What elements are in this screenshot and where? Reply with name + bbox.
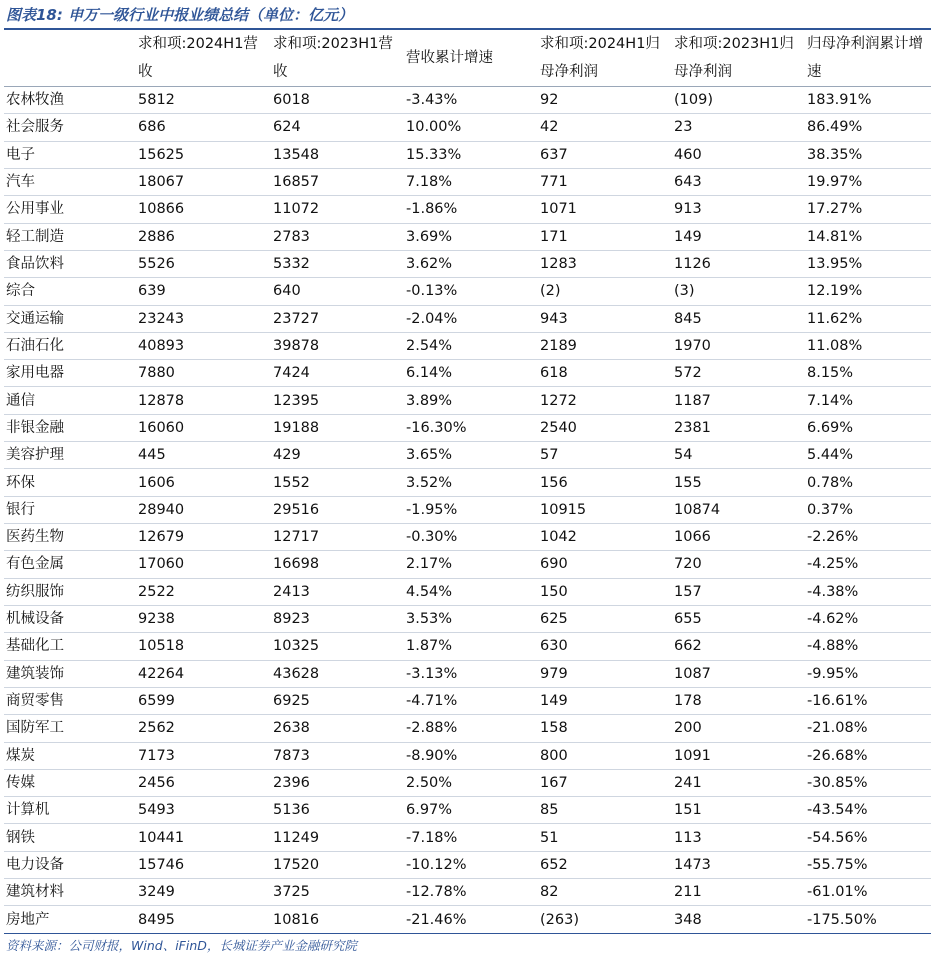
- value-cell: 12878: [133, 387, 268, 414]
- value-cell: 3.69%: [401, 223, 535, 250]
- value-cell: -55.75%: [802, 851, 931, 878]
- column-header: 求和项:2023H1营收: [268, 30, 401, 87]
- value-cell: (3): [669, 278, 802, 305]
- column-header: 求和项:2024H1归母净利润: [535, 30, 669, 87]
- value-cell: 156: [535, 469, 669, 496]
- value-cell: 85: [535, 797, 669, 824]
- value-cell: 2783: [268, 223, 401, 250]
- value-cell: (2): [535, 278, 669, 305]
- industry-name-cell: 建筑材料: [4, 879, 133, 906]
- table-row: [4, 114, 931, 141]
- value-cell: 10441: [133, 824, 268, 851]
- industry-name-cell: 非银金融: [4, 414, 133, 441]
- value-cell: 652: [535, 851, 669, 878]
- industry-name-cell: 建筑装饰: [4, 660, 133, 687]
- value-cell: 1272: [535, 387, 669, 414]
- value-cell: 11.08%: [802, 332, 931, 359]
- value-cell: 3.52%: [401, 469, 535, 496]
- value-cell: 3.62%: [401, 250, 535, 277]
- value-cell: 2396: [268, 769, 401, 796]
- value-cell: 11249: [268, 824, 401, 851]
- value-cell: 7880: [133, 360, 268, 387]
- value-cell: 19.97%: [802, 168, 931, 195]
- value-cell: 29516: [268, 496, 401, 523]
- industry-name-cell: 有色金属: [4, 551, 133, 578]
- value-cell: 5.44%: [802, 442, 931, 469]
- industry-earnings-table: [4, 30, 931, 934]
- value-cell: 23243: [133, 305, 268, 332]
- industry-name-cell: 汽车: [4, 168, 133, 195]
- value-cell: 5332: [268, 250, 401, 277]
- value-cell: -4.88%: [802, 633, 931, 660]
- value-cell: 5136: [268, 797, 401, 824]
- value-cell: 1606: [133, 469, 268, 496]
- value-cell: 2562: [133, 715, 268, 742]
- value-cell: 913: [669, 196, 802, 223]
- value-cell: 241: [669, 769, 802, 796]
- value-cell: 640: [268, 278, 401, 305]
- value-cell: 200: [669, 715, 802, 742]
- value-cell: 19188: [268, 414, 401, 441]
- value-cell: 6925: [268, 687, 401, 714]
- table-row: [4, 387, 931, 414]
- value-cell: 42: [535, 114, 669, 141]
- industry-name-cell: 机械设备: [4, 605, 133, 632]
- value-cell: -1.95%: [401, 496, 535, 523]
- value-cell: -12.78%: [401, 879, 535, 906]
- value-cell: 1187: [669, 387, 802, 414]
- industry-name-cell: 交通运输: [4, 305, 133, 332]
- value-cell: 150: [535, 578, 669, 605]
- header-row: [4, 30, 931, 87]
- value-cell: 655: [669, 605, 802, 632]
- value-cell: 183.91%: [802, 87, 931, 114]
- value-cell: -4.71%: [401, 687, 535, 714]
- table-row: [4, 250, 931, 277]
- value-cell: 1283: [535, 250, 669, 277]
- value-cell: -9.95%: [802, 660, 931, 687]
- value-cell: 10915: [535, 496, 669, 523]
- industry-name-cell: 家用电器: [4, 360, 133, 387]
- value-cell: -175.50%: [802, 906, 931, 933]
- industry-name-cell: 轻工制造: [4, 223, 133, 250]
- table-row: [4, 824, 931, 851]
- table-row: [4, 605, 931, 632]
- industry-name-cell: 食品饮料: [4, 250, 133, 277]
- value-cell: 429: [268, 442, 401, 469]
- value-cell: 82: [535, 879, 669, 906]
- table-row: [4, 305, 931, 332]
- column-header: [4, 30, 133, 87]
- value-cell: 149: [669, 223, 802, 250]
- value-cell: 7.14%: [802, 387, 931, 414]
- value-cell: 16060: [133, 414, 268, 441]
- value-cell: 158: [535, 715, 669, 742]
- value-cell: 151: [669, 797, 802, 824]
- value-cell: 11072: [268, 196, 401, 223]
- industry-name-cell: 煤炭: [4, 742, 133, 769]
- value-cell: 3725: [268, 879, 401, 906]
- value-cell: -2.26%: [802, 524, 931, 551]
- value-cell: 690: [535, 551, 669, 578]
- value-cell: 1066: [669, 524, 802, 551]
- value-cell: 1071: [535, 196, 669, 223]
- value-cell: 211: [669, 879, 802, 906]
- value-cell: -4.38%: [802, 578, 931, 605]
- value-cell: 149: [535, 687, 669, 714]
- value-cell: 113: [669, 824, 802, 851]
- industry-name-cell: 石油石化: [4, 332, 133, 359]
- value-cell: 2540: [535, 414, 669, 441]
- value-cell: 39878: [268, 332, 401, 359]
- value-cell: 23727: [268, 305, 401, 332]
- value-cell: 57: [535, 442, 669, 469]
- table-row: [4, 687, 931, 714]
- table-row: [4, 660, 931, 687]
- value-cell: 8923: [268, 605, 401, 632]
- value-cell: (109): [669, 87, 802, 114]
- table-row: [4, 469, 931, 496]
- value-cell: 178: [669, 687, 802, 714]
- value-cell: 800: [535, 742, 669, 769]
- value-cell: 7173: [133, 742, 268, 769]
- value-cell: 17520: [268, 851, 401, 878]
- value-cell: 5812: [133, 87, 268, 114]
- value-cell: -3.13%: [401, 660, 535, 687]
- industry-name-cell: 环保: [4, 469, 133, 496]
- table-row: [4, 578, 931, 605]
- table-body: [4, 87, 931, 934]
- industry-name-cell: 电力设备: [4, 851, 133, 878]
- value-cell: 771: [535, 168, 669, 195]
- value-cell: 13548: [268, 141, 401, 168]
- table-row: [4, 223, 931, 250]
- value-cell: 10325: [268, 633, 401, 660]
- industry-name-cell: 通信: [4, 387, 133, 414]
- value-cell: 38.35%: [802, 141, 931, 168]
- value-cell: 10816: [268, 906, 401, 933]
- value-cell: -4.62%: [802, 605, 931, 632]
- table-row: [4, 414, 931, 441]
- value-cell: 8.15%: [802, 360, 931, 387]
- value-cell: 157: [669, 578, 802, 605]
- table-row: [4, 332, 931, 359]
- value-cell: -1.86%: [401, 196, 535, 223]
- column-header: 归母净利润累计增速: [802, 30, 931, 87]
- value-cell: 43628: [268, 660, 401, 687]
- industry-name-cell: 房地产: [4, 906, 133, 933]
- value-cell: 1091: [669, 742, 802, 769]
- source-note: 资料来源：公司财报，Wind、iFinD，长城证券产业金融研究院: [6, 938, 357, 953]
- table-row: [4, 360, 931, 387]
- value-cell: -2.04%: [401, 305, 535, 332]
- table-row: [4, 87, 931, 114]
- value-cell: 6.14%: [401, 360, 535, 387]
- value-cell: 1970: [669, 332, 802, 359]
- value-cell: 2.50%: [401, 769, 535, 796]
- industry-name-cell: 国防军工: [4, 715, 133, 742]
- value-cell: 2.17%: [401, 551, 535, 578]
- value-cell: 0.37%: [802, 496, 931, 523]
- table-row: [4, 906, 931, 933]
- value-cell: 2381: [669, 414, 802, 441]
- value-cell: 2456: [133, 769, 268, 796]
- value-cell: -3.43%: [401, 87, 535, 114]
- value-cell: 6.69%: [802, 414, 931, 441]
- value-cell: 2886: [133, 223, 268, 250]
- industry-name-cell: 计算机: [4, 797, 133, 824]
- value-cell: -0.30%: [401, 524, 535, 551]
- value-cell: 630: [535, 633, 669, 660]
- table-row: [4, 168, 931, 195]
- industry-name-cell: 社会服务: [4, 114, 133, 141]
- value-cell: 8495: [133, 906, 268, 933]
- value-cell: 10874: [669, 496, 802, 523]
- industry-name-cell: 传媒: [4, 769, 133, 796]
- value-cell: 9238: [133, 605, 268, 632]
- value-cell: 86.49%: [802, 114, 931, 141]
- value-cell: 2638: [268, 715, 401, 742]
- table-header: [4, 30, 931, 87]
- value-cell: 4.54%: [401, 578, 535, 605]
- value-cell: 92: [535, 87, 669, 114]
- value-cell: 6.97%: [401, 797, 535, 824]
- value-cell: 15625: [133, 141, 268, 168]
- value-cell: -21.08%: [802, 715, 931, 742]
- industry-name-cell: 医药生物: [4, 524, 133, 551]
- value-cell: -16.30%: [401, 414, 535, 441]
- value-cell: -4.25%: [802, 551, 931, 578]
- value-cell: 460: [669, 141, 802, 168]
- value-cell: 17.27%: [802, 196, 931, 223]
- value-cell: 637: [535, 141, 669, 168]
- industry-name-cell: 美容护理: [4, 442, 133, 469]
- industry-name-cell: 农林牧渔: [4, 87, 133, 114]
- value-cell: 7.18%: [401, 168, 535, 195]
- value-cell: 15.33%: [401, 141, 535, 168]
- value-cell: 2413: [268, 578, 401, 605]
- value-cell: 10518: [133, 633, 268, 660]
- table-row: [4, 442, 931, 469]
- value-cell: 639: [133, 278, 268, 305]
- industry-name-cell: 银行: [4, 496, 133, 523]
- table-row: [4, 278, 931, 305]
- value-cell: 1126: [669, 250, 802, 277]
- table-row: [4, 196, 931, 223]
- value-cell: -0.13%: [401, 278, 535, 305]
- value-cell: 2.54%: [401, 332, 535, 359]
- value-cell: 1087: [669, 660, 802, 687]
- table-row: [4, 879, 931, 906]
- value-cell: 7424: [268, 360, 401, 387]
- value-cell: -8.90%: [401, 742, 535, 769]
- table-row: [4, 551, 931, 578]
- value-cell: 624: [268, 114, 401, 141]
- value-cell: 625: [535, 605, 669, 632]
- value-cell: 155: [669, 469, 802, 496]
- value-cell: -43.54%: [802, 797, 931, 824]
- column-header: 求和项:2023H1归母净利润: [669, 30, 802, 87]
- table-row: [4, 496, 931, 523]
- value-cell: 17060: [133, 551, 268, 578]
- value-cell: 3.53%: [401, 605, 535, 632]
- value-cell: 5526: [133, 250, 268, 277]
- value-cell: 1552: [268, 469, 401, 496]
- value-cell: 6599: [133, 687, 268, 714]
- value-cell: 42264: [133, 660, 268, 687]
- table-row: [4, 742, 931, 769]
- value-cell: 16698: [268, 551, 401, 578]
- value-cell: 15746: [133, 851, 268, 878]
- figure-caption: 图表18: 申万一级行业中报业绩总结（单位：亿元）: [6, 6, 354, 24]
- value-cell: -61.01%: [802, 879, 931, 906]
- value-cell: 979: [535, 660, 669, 687]
- industry-name-cell: 基础化工: [4, 633, 133, 660]
- value-cell: 2189: [535, 332, 669, 359]
- table-row: [4, 633, 931, 660]
- value-cell: 572: [669, 360, 802, 387]
- value-cell: 12679: [133, 524, 268, 551]
- value-cell: 1.87%: [401, 633, 535, 660]
- value-cell: 14.81%: [802, 223, 931, 250]
- value-cell: 171: [535, 223, 669, 250]
- value-cell: 348: [669, 906, 802, 933]
- value-cell: 18067: [133, 168, 268, 195]
- industry-name-cell: 纺织服饰: [4, 578, 133, 605]
- table-row: [4, 524, 931, 551]
- value-cell: 23: [669, 114, 802, 141]
- value-cell: 51: [535, 824, 669, 851]
- value-cell: 0.78%: [802, 469, 931, 496]
- value-cell: 12717: [268, 524, 401, 551]
- value-cell: -2.88%: [401, 715, 535, 742]
- value-cell: (263): [535, 906, 669, 933]
- value-cell: 845: [669, 305, 802, 332]
- table-row: [4, 851, 931, 878]
- column-header: 营收累计增速: [401, 30, 535, 87]
- value-cell: -7.18%: [401, 824, 535, 851]
- column-header: 求和项:2024H1营收: [133, 30, 268, 87]
- value-cell: -21.46%: [401, 906, 535, 933]
- value-cell: 1473: [669, 851, 802, 878]
- industry-name-cell: 电子: [4, 141, 133, 168]
- value-cell: 662: [669, 633, 802, 660]
- value-cell: -26.68%: [802, 742, 931, 769]
- value-cell: 10.00%: [401, 114, 535, 141]
- value-cell: 28940: [133, 496, 268, 523]
- value-cell: -10.12%: [401, 851, 535, 878]
- value-cell: 40893: [133, 332, 268, 359]
- value-cell: 943: [535, 305, 669, 332]
- table-row: [4, 797, 931, 824]
- value-cell: 686: [133, 114, 268, 141]
- industry-name-cell: 钢铁: [4, 824, 133, 851]
- value-cell: 54: [669, 442, 802, 469]
- value-cell: 618: [535, 360, 669, 387]
- value-cell: 1042: [535, 524, 669, 551]
- value-cell: 2522: [133, 578, 268, 605]
- value-cell: 167: [535, 769, 669, 796]
- table-row: [4, 715, 931, 742]
- table-row: [4, 769, 931, 796]
- industry-name-cell: 综合: [4, 278, 133, 305]
- value-cell: 5493: [133, 797, 268, 824]
- value-cell: 643: [669, 168, 802, 195]
- value-cell: 7873: [268, 742, 401, 769]
- value-cell: 11.62%: [802, 305, 931, 332]
- industry-name-cell: 公用事业: [4, 196, 133, 223]
- value-cell: -30.85%: [802, 769, 931, 796]
- value-cell: 6018: [268, 87, 401, 114]
- value-cell: 16857: [268, 168, 401, 195]
- value-cell: 12.19%: [802, 278, 931, 305]
- value-cell: 3.89%: [401, 387, 535, 414]
- value-cell: 3.65%: [401, 442, 535, 469]
- value-cell: 12395: [268, 387, 401, 414]
- industry-name-cell: 商贸零售: [4, 687, 133, 714]
- value-cell: -16.61%: [802, 687, 931, 714]
- value-cell: 720: [669, 551, 802, 578]
- table-row: [4, 141, 931, 168]
- value-cell: 13.95%: [802, 250, 931, 277]
- value-cell: 445: [133, 442, 268, 469]
- value-cell: 10866: [133, 196, 268, 223]
- value-cell: -54.56%: [802, 824, 931, 851]
- value-cell: 3249: [133, 879, 268, 906]
